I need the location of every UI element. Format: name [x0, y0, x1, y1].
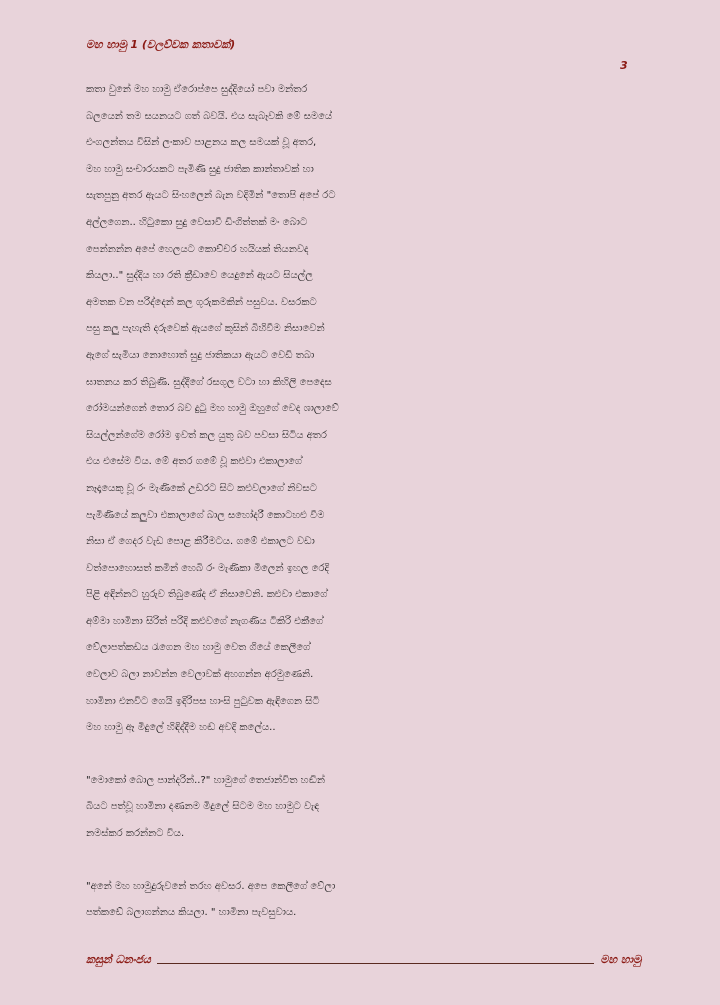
- text-line: පත්කඩේ බලාගන්නය කියලා. " හාමිනා පැවසුවාය.: [86, 907, 297, 919]
- paragraph-gap: [86, 742, 646, 768]
- page-footer: [86, 953, 641, 967]
- text-line: එංගලන්තය විසින් ලංකාව පාළනය කල සමයක් වූ අතර,: [86, 137, 317, 149]
- text-line: පැමිණියේ කලුවා එකාලාගේ බාල සහෝදරී කොටහළු වීම: [86, 509, 325, 521]
- text-line: "මොකෝ බොල පාන්දරින්..?" හාමුගේ තෙජාන්විත හඬින්: [86, 774, 325, 786]
- text-line: ඇගේ සැමියා නොහොත් සුදු ජාතිකයා ඇයට වෙඩි තබා: [86, 349, 315, 361]
- text-line: කතා වුනේ මහ හාමු ඒරොප්පෙ සුද්දියෝ පවා මන්තර: [86, 84, 308, 95]
- paragraph-2: [86, 768, 646, 848]
- page-header-title: මහ හාමු 1 (වලව්වක කතාවක්): [86, 38, 236, 51]
- text-line: අම්මා හාමිනා සිරිත් පරිදි කළුවගේ නැගණිය ටිකිරි එකීගේ: [86, 615, 324, 627]
- text-line: වත්පොහොසත් කමින් හෙබි රං මැණිකා මිලෙන් ඉහල රෙදි: [86, 562, 329, 574]
- footer-rule: [157, 962, 595, 964]
- text-line: සැතපුනු අතර ඇයට සිංහලෙන් බැන වදිමින් "තොපි අපේ රට: [86, 190, 336, 202]
- text-line: නමස්කර කරන්නට විය.: [86, 828, 185, 840]
- text-line: පෙන්නන්න අපේ හෙලයට කොච්චර හයියක් තියනවද: [86, 243, 309, 255]
- text-line: අල්ලගෙන.. හිටුකො සුදු වෙසාවී ඩිංගිත්තක් මං බොට: [86, 216, 308, 228]
- text-line: "අනේ මහ හාමුදුරුවනේ තරහ අවසර. අපෙ කෙලීගේ වේලා: [86, 880, 336, 892]
- text-line: පසු කලු පැහැති දරුවෙක් ඇයගේ කුසින් බිහිවීම නිසාවෙන්: [86, 323, 325, 335]
- text-line: ඝාතනය කර තිබුණි. සුද්දීගේ රසගුල වටා හා කිහිලි පෙදෙස: [86, 376, 332, 388]
- page-number: 3: [620, 59, 628, 72]
- paragraph-3: [86, 874, 646, 927]
- text-line: බලයෙන් තම සයනයට ගත් බවයි. එය සැබෑවකි මේ සමයේ: [86, 110, 333, 122]
- paragraph-gap: [86, 848, 646, 874]
- text-line: මහ හාමු ඈ මිදුලේ හිඳිද්දීම හඬ අවදි කලේය..: [86, 722, 276, 734]
- text-line: පිළි අඳින්නට හුරුව තිබුණේද ඒ නිසාවෙනි. කළුවා එකාගේ: [86, 589, 328, 601]
- text-line: අමතක වන පරිද්දෙන් කල ගුරුකමකින් පසුවය. වසරකට: [86, 296, 317, 308]
- text-line: කියලා.." සුද්දිය හා රති ක්‍රීඩාවෙ යෙදුනේ ඇයට සියල්ල: [86, 270, 313, 282]
- text-line: හාමිනා එනවිට ගෙයි ඉදිරිපස හාංසි පුටුවක ඇඳිගෙන සිටි: [86, 695, 320, 707]
- footer-book-title: මහ හාමු: [600, 953, 641, 966]
- text-line: සියල්ලන්ගේම රෝම ඉවත් කල යුතු බව පවසා සිටිය අතර: [86, 429, 327, 441]
- footer-author: කසුන් ධනංජය: [86, 953, 151, 966]
- text-line: මහ හාමු සංචාරයකට පැමිණි සුදු ජාතික කාන්තාවක් හා: [86, 163, 314, 175]
- text-line: වේලාපත්කඩය රැගෙන මහ හාමු වෙත ගියේ කෙලීගේ: [86, 642, 311, 654]
- text-line: එය එසේම විය. මේ අතර ගමේ වූ කළුවා එකාලාගේ: [86, 456, 302, 468]
- text-line: රෝමයන්ගෙන් තොර බව දුටු මහ හාමු ඔහුගේ වෙද ශාලාවේ: [86, 403, 339, 415]
- paragraph-1: [86, 77, 646, 742]
- text-line: නෑදෑයෙකු වූ රං මැණිකේ උඩරට සිට කළුවලාගේ නිවසට: [86, 482, 317, 494]
- story-body: [86, 77, 646, 927]
- text-line: නිසා ඒ ගෙදර වැඩ පොළ කිරීමටය. ගමේ එකාලට වඩා: [86, 536, 315, 548]
- text-line: බියට පත්වූ හාමිනා දණනම මිදුලේ සිටම මහ හාමුට වැඳ: [86, 801, 320, 813]
- text-line: වෙලාව බලා නාවන්න වෙලාවක් අහගන්න අරමුණෙනි.: [86, 669, 314, 681]
